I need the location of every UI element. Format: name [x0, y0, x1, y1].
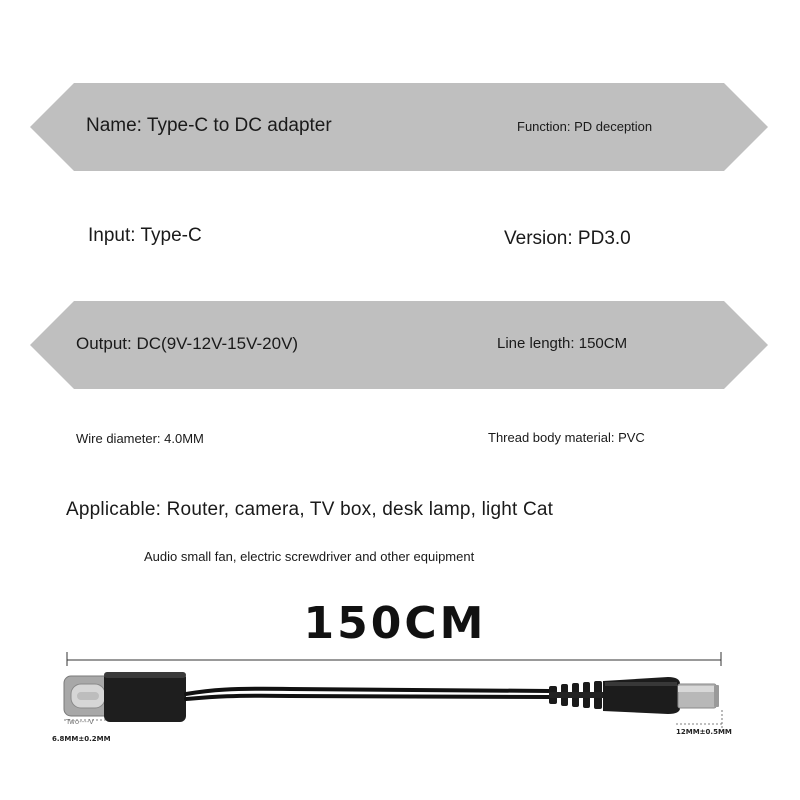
line-length-spec: Line length: 150CM — [497, 335, 628, 352]
wire-diameter-spec: Wire diameter: 4.0MM — [76, 431, 204, 446]
cable — [186, 689, 549, 699]
type-c-housing — [104, 672, 186, 722]
type-c-dimension: 6.8MM±0.2MM — [52, 735, 111, 743]
cable-length-label: 150CM — [303, 598, 487, 649]
length-dimension-line — [67, 652, 721, 666]
strain-relief — [549, 681, 605, 709]
version-spec: Version: PD3.0 — [504, 228, 631, 249]
output-spec: Output: DC(9V-12V-15V-20V) — [76, 334, 299, 353]
material-spec: Thread body material: PVC — [488, 430, 645, 445]
input-spec: Input: Type-C — [88, 225, 202, 246]
applicable-line-2: Audio small fan, electric screwdriver and other equipment — [144, 549, 475, 564]
applicable-line-1: Applicable: Router, camera, TV box, desk lamp, light Cat — [66, 499, 554, 520]
product-name: Name: Type-C to DC adapter — [86, 115, 332, 136]
dc-dimension: 12MM±0.5MM — [676, 728, 732, 736]
product-function: Function: PD deception — [517, 119, 653, 134]
type-c-dim-note: Two----V — [66, 718, 94, 726]
dc-barrel-connector — [603, 677, 719, 714]
